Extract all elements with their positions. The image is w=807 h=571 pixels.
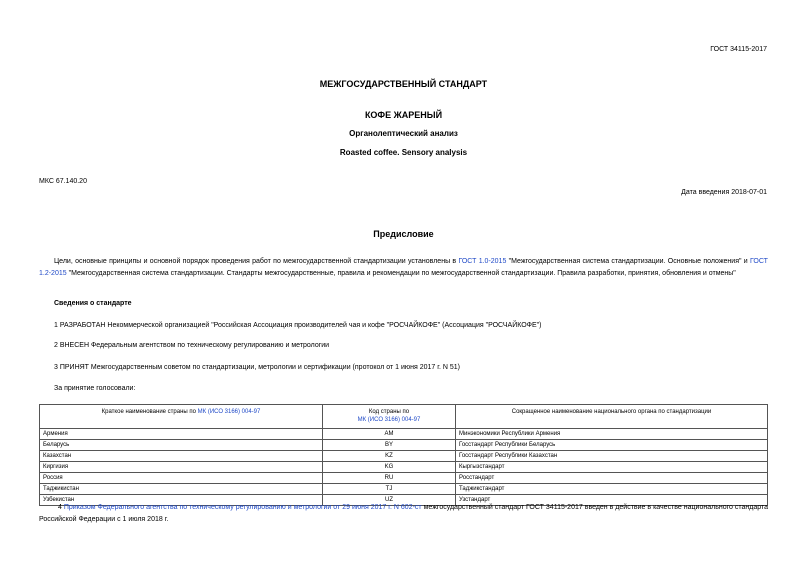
mks-code: МКС 67.140.20 — [39, 178, 87, 185]
intro-date: Дата введения 2018-07-01 — [681, 189, 767, 196]
preface-heading: Предисловие — [373, 229, 434, 239]
table-row — [40, 462, 768, 473]
preface-text-c: "Межгосударственная система стандартизации. Стандарты межгосударственные, правила и рекомендации по межгосударственной стандартизации. Правила разработки, принятия, обновления и отмены" — [66, 270, 736, 277]
country-cell: Таджикистан — [40, 484, 323, 495]
subtitle-en: Roasted coffee. Sensory analysis — [339, 148, 468, 157]
body-cell: Росстандарт — [456, 473, 768, 484]
voted-label: За принятие голосовали: — [54, 385, 136, 392]
body-cell: Госстандарт Республики Беларусь — [456, 440, 768, 451]
header-code-text: Код страны по — [368, 409, 410, 415]
voting-table — [39, 404, 768, 506]
item4-text: межгосударственный стандарт ГОСТ 34115-2017 введен в действие в качестве национального стандарта Российской Федерации с 1 июля 2018 г. — [39, 504, 768, 523]
code-cell: KZ — [323, 451, 456, 462]
header-code — [323, 405, 456, 429]
gost-1-0-link[interactable]: ГОСТ 1.0-2015 — [458, 258, 507, 265]
body-cell: Госстандарт Республики Казахстан — [456, 451, 768, 462]
body-cell: Минэкономики Республики Армения — [456, 429, 768, 440]
order-link[interactable]: Приказом Федерального агентства по техническому регулированию и метрологии от 29 июня 2017 г. N 602-ст — [63, 504, 422, 511]
item-adopted: 3 ПРИНЯТ Межгосударственным советом по стандартизации, метрологии и сертификации (протокол от 1 июня 2017 г. N 51) — [54, 364, 460, 371]
code-cell: BY — [323, 440, 456, 451]
table-row — [40, 440, 768, 451]
code-cell: AM — [323, 429, 456, 440]
code-cell: UZ — [323, 495, 456, 506]
mk-iso-link[interactable]: МК (ИСО 3166) 004-97 — [197, 409, 261, 415]
preface-text-a: Цели, основные принципы и основной порядок проведения работ по межгосударственной стандартизации установлены в — [54, 258, 459, 265]
code-cell: KG — [323, 462, 456, 473]
document-code: ГОСТ 34115-2017 — [710, 46, 767, 53]
standard-info-heading: Сведения о стандарте — [54, 300, 132, 307]
header-body: Сокращенное наименование национального органа по стандартизации — [456, 405, 768, 429]
item4-number: 4 — [58, 504, 64, 511]
title-main: МЕЖГОСУДАРСТВЕННЫЙ СТАНДАРТ — [319, 79, 488, 89]
body-cell: Кыргызстандарт — [456, 462, 768, 473]
table-row — [40, 451, 768, 462]
item-developed: 1 РАЗРАБОТАН Некоммерческой организацией "Российская Ассоциация производителей чая и кофе "РОСЧАЙКОФЕ" (Ассоциация "РОСЧАЙКОФЕ") — [54, 322, 542, 329]
preface-paragraph — [39, 256, 768, 280]
country-cell: Казахстан — [40, 451, 323, 462]
country-cell: Беларусь — [40, 440, 323, 451]
country-cell: Узбекистан — [40, 495, 323, 506]
table-row — [40, 484, 768, 495]
subtitle-ru: Органолептический анализ — [349, 129, 458, 138]
country-cell: Россия — [40, 473, 323, 484]
table-row — [40, 429, 768, 440]
title-product: КОФЕ ЖАРЕНЫЙ — [364, 110, 443, 120]
code-cell: RU — [323, 473, 456, 484]
preface-text-b: "Межгосударственная система стандартизации. Основные положения" и — [506, 258, 751, 265]
gost-1-2-link[interactable]: ГОСТ 1.2-2015 — [39, 258, 768, 277]
country-cell: Армения — [40, 429, 323, 440]
body-cell: Таджикстандарт — [456, 484, 768, 495]
header-country — [40, 405, 323, 429]
body-cell: Узстандарт — [456, 495, 768, 506]
item-enacted — [39, 502, 768, 526]
item-submitted: 2 ВНЕСЕН Федеральным агентством по техническому регулированию и метрологии — [54, 342, 330, 349]
mk-iso-code-link[interactable]: МК (ИСО 3166) 004-97 — [357, 417, 421, 423]
code-cell: TJ — [323, 484, 456, 495]
table-header-row — [40, 405, 768, 429]
table-row — [40, 473, 768, 484]
header-country-text: Краткое наименование страны по — [101, 409, 198, 415]
country-cell: Киргизия — [40, 462, 323, 473]
